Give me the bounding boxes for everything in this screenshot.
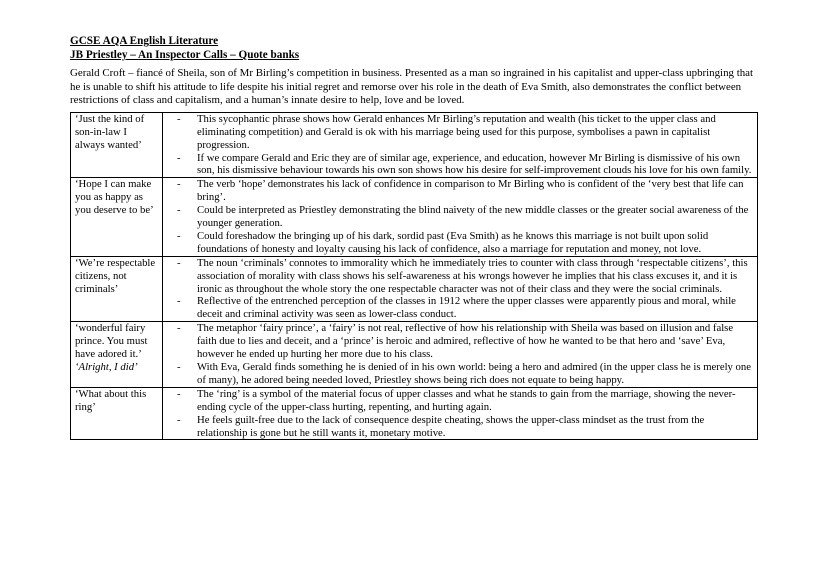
list-item <box>169 414 753 440</box>
quote-text: ‘We’re respectable citizens, not criminals’ <box>75 256 156 295</box>
list-item <box>169 230 753 256</box>
table-row <box>71 256 758 322</box>
analysis-cell <box>163 178 758 256</box>
quote-cell <box>71 256 163 322</box>
analysis-list <box>169 388 753 440</box>
analysis-list <box>169 113 753 178</box>
quote-text: ‘wonderful fairy prince. You must have adored it.’ <box>75 322 148 361</box>
document-title: GCSE AQA English Literature <box>70 35 219 47</box>
dash-bullet: - <box>177 361 181 373</box>
list-item <box>169 113 753 152</box>
dash-bullet: - <box>177 178 181 191</box>
analysis-cell <box>163 256 758 322</box>
analysis-point: Could foreshadow the bringing up of his dark, sordid past (Eva Smith) as he knows this marriage is not built upon solid foundations of honesty and loyalty causing his lack of confidence, also a marriage for reputation and money, not love. <box>197 229 709 255</box>
analysis-list <box>169 322 753 387</box>
analysis-point: With Eva, Gerald finds something he is denied of in his own world: being a hero and admired (in the upper class he is merely one of many), he adored being needed loved, Priestley shows being rich does not equate to being happy. <box>197 361 751 386</box>
document-subtitle: JB Priestley – An Inspector Calls – Quote banks <box>70 49 300 61</box>
list-item <box>169 322 753 361</box>
dash-bullet: - <box>177 112 181 125</box>
dash-bullet: - <box>177 413 181 426</box>
analysis-point: If we compare Gerald and Eric they are of similar age, experience, and education, however Mr Birling is dismissive of his own son, his dismissive behaviour towards his own son shows how his desire for self-improvement clouds his love for his own family. <box>197 151 752 177</box>
character-intro: Gerald Croft – fiancé of Sheila, son of Mr Birling’s competition in business. Presented as a man so ingrained in his capitalist and upper-class upbringing that he is unable to shift his attitude to life despite his initial regret and remorse over his role in the death of Eva Smith, also demonstrates the conflict between restrictions of class and capitalism, and a human’s innate desire to help, love and be loved. <box>70 67 754 107</box>
quote-text: ‘What about this ring’ <box>75 387 147 413</box>
list-item <box>169 152 753 178</box>
analysis-point: He feels guilt-free due to the lack of consequence despite cheating, shows the upper-class mindset as the trust from the relationship is gone but he still wants it, monetary motive. <box>197 413 705 439</box>
list-item <box>169 178 753 204</box>
analysis-point: The ‘ring’ is a symbol of the material focus of upper classes and what he stands to gain from the marriage, showing the never-ending cycle of the upper-class hurting, repenting, and hurting again. <box>197 387 736 413</box>
table-row <box>71 178 758 256</box>
analysis-cell <box>163 387 758 440</box>
list-item <box>169 388 753 414</box>
analysis-point: Could be interpreted as Priestley demonstrating the blind naivety of the new middle classes or the greater social awareness of the younger generation. <box>197 204 749 230</box>
analysis-cell <box>163 322 758 388</box>
quote-cell <box>71 178 163 256</box>
analysis-point: The metaphor ‘fairy prince’, a ‘fairy’ is not real, reflective of how his relationship with Sheila was based on illusion and false faith due to lies and deceit, and a ‘prince’ is heroic and admired, reflective of how he wanted to be that hero and ‘save’ Eva, however he ended up hurting her more due to his class. <box>197 322 734 361</box>
quote-cell <box>71 112 163 178</box>
quote-cell <box>71 322 163 388</box>
analysis-point: The noun ‘criminals’ connotes to immorality which he immediately tries to counter with class through ‘respectable citizens’, this association of morality with class shows his self-awareness at his wrongs however he implies that his class excuses it, and it is ironic as throughout the whole story the one respectable character was not of their class and they were the social criminals. <box>197 256 748 295</box>
analysis-list <box>169 257 753 322</box>
list-item <box>169 257 753 296</box>
dash-bullet: - <box>177 387 181 400</box>
quote-table <box>70 112 758 441</box>
dash-bullet: - <box>177 229 181 242</box>
dash-bullet: - <box>177 151 181 164</box>
analysis-point: Reflective of the entrenched perception of the classes in 1912 where the upper classes were apparently pious and moral, while deceit and criminal activity was seen as lower-class conduct. <box>197 295 736 321</box>
quote-cell <box>71 387 163 440</box>
analysis-cell <box>163 112 758 178</box>
analysis-point: The verb ‘hope’ demonstrates his lack of confidence in comparison to Mr Birling who is confident of the ‘very best that life can bring’. <box>197 178 744 204</box>
analysis-list <box>169 178 753 255</box>
list-item <box>169 295 753 321</box>
dash-bullet: - <box>177 256 181 269</box>
table-row <box>71 387 758 440</box>
quote-text: ‘Just the kind of son-in-law I always wanted’ <box>75 112 145 151</box>
dash-bullet: - <box>177 295 181 308</box>
table-row <box>71 112 758 178</box>
table-row <box>71 322 758 388</box>
dash-bullet: - <box>177 204 181 217</box>
document-page <box>70 34 760 440</box>
dash-bullet: - <box>177 322 181 335</box>
list-item <box>169 204 753 230</box>
quote-response: ‘Alright, I did’ <box>75 361 138 373</box>
quote-text: ‘Hope I can make you as happy as you deserve to be’ <box>75 178 154 217</box>
list-item <box>169 361 753 387</box>
analysis-point: This sycophantic phrase shows how Gerald enhances Mr Birling’s reputation and wealth (his ticket to the upper class and eliminating competition) and Gerald is ok with his marriage being used for this purpose, symbolises a pawn in capitalist progression. <box>197 112 716 151</box>
